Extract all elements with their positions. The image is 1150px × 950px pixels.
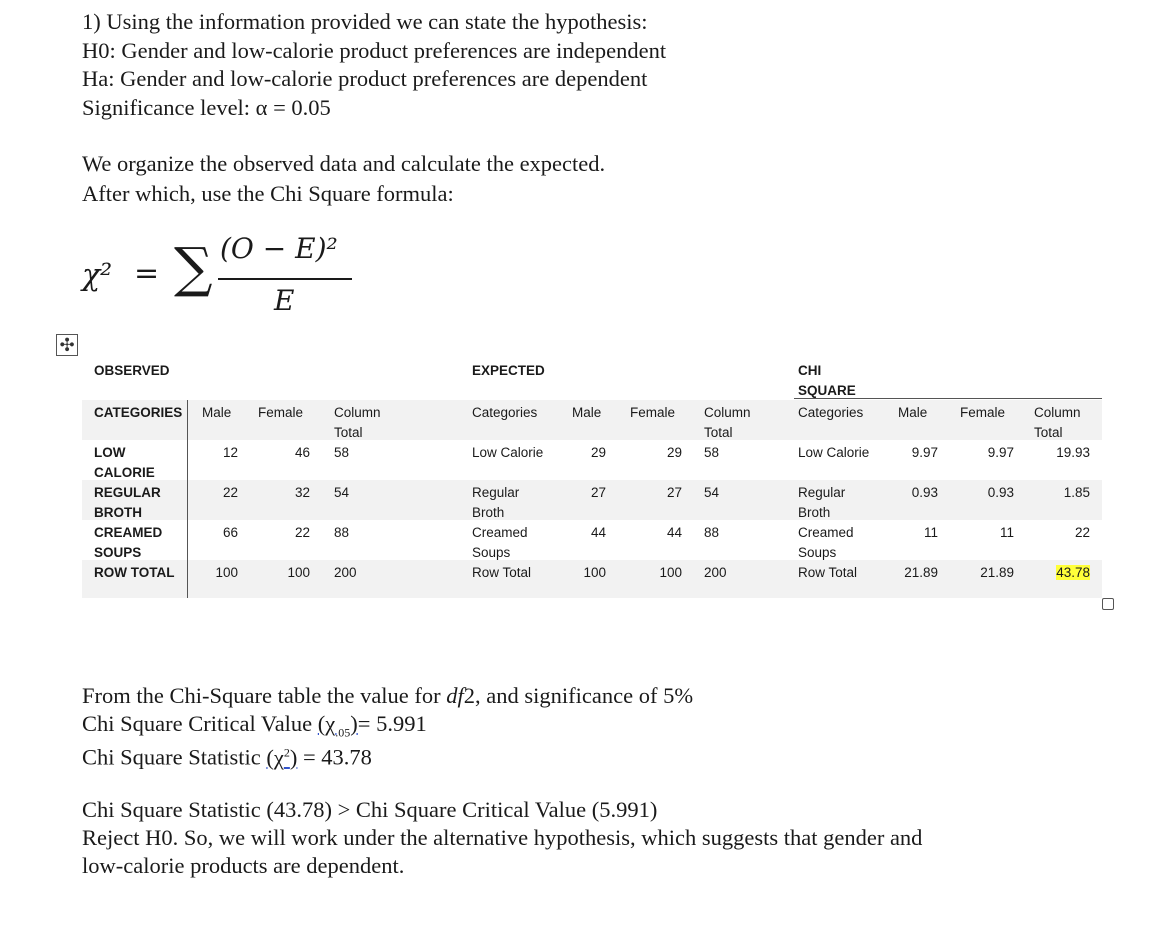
exp-female-cell: 100 [659, 565, 682, 580]
statistic-label: Chi Square Statistic [82, 744, 267, 770]
chi-total-cell: 22 [1074, 525, 1090, 540]
df-label: df [446, 683, 464, 708]
chi-statistic-highlight: 43.78 [1056, 565, 1090, 580]
exp-male-cell: 27 [590, 485, 606, 500]
obs-header-female: Female [258, 405, 304, 420]
critical-symbol-chi: (χ [317, 711, 336, 736]
statistic-symbol [266, 745, 297, 770]
chi-header-total: Total [1034, 425, 1063, 440]
chi-male-cell: 21.89 [904, 565, 938, 580]
obs-row-total-label: ROW TOTAL [94, 565, 175, 580]
chi-header-male: Male [898, 405, 928, 420]
statistic-value: = 43.78 [297, 744, 372, 770]
critical-symbol [317, 711, 358, 740]
chi-row-label: Low Calorie [798, 445, 870, 460]
obs-male-cell: 100 [215, 565, 238, 580]
obs-header-total: Total [334, 425, 363, 440]
formula-denominator: E [274, 284, 295, 317]
statistic-line [82, 738, 372, 772]
observed-title: OBSERVED [94, 363, 170, 378]
significance-level: Significance level: α = 0.05 [82, 95, 331, 120]
sigma-symbol: ∑ [174, 236, 213, 299]
statistic-symbol-chi: (χ [266, 744, 284, 770]
statistic-superscript: 2 [283, 745, 290, 759]
exp-header-male: Male [572, 405, 602, 420]
statistic-symbol-close: ) [289, 744, 298, 770]
exp-female-cell: 29 [666, 445, 682, 460]
conclusion-text-2: low-calorie products are dependent. [82, 853, 405, 878]
chi-row-total-label: Row Total [798, 565, 858, 580]
chi-row-label: Creamed [798, 525, 854, 540]
obs-row-label: LOW [94, 445, 126, 460]
chi-grand-total-cell [1030, 563, 1090, 583]
obs-female-cell: 22 [294, 525, 310, 540]
obs-male-cell: 66 [222, 525, 238, 540]
exp-female-cell: 44 [666, 525, 682, 540]
obs-row-label-2: BROTH [94, 505, 142, 520]
critical-value: = 5.991 [357, 711, 427, 736]
chi-title-2: SQUARE [798, 383, 856, 398]
exp-row-label: Creamed [472, 525, 528, 540]
obs-row-label: REGULAR [94, 485, 161, 500]
formula-lhs: χ² [82, 258, 113, 293]
hypothesis-intro: 1) Using the information provided we can state the hypothesis: [82, 9, 648, 34]
formula-equals: = [134, 256, 160, 291]
critical-intro-a: From the Chi-Square table the value for [82, 683, 447, 708]
critical-intro [82, 682, 693, 710]
exp-header-column: Column [704, 405, 751, 420]
chi-female-cell: 11 [999, 525, 1014, 540]
obs-total-cell: 88 [334, 525, 350, 540]
chi-row-label-2: Soups [798, 545, 837, 560]
table-resize-handle-icon[interactable] [1102, 598, 1114, 610]
method-text-2: After which, use the Chi Square formula: [82, 181, 454, 206]
chi-row-label-2: Broth [798, 505, 831, 520]
chi-row-label: Regular [798, 485, 846, 500]
expected-title: EXPECTED [472, 363, 545, 378]
obs-header-column: Column [334, 405, 381, 420]
chi-header-female: Female [960, 405, 1006, 420]
exp-row-label-2: Broth [472, 505, 505, 520]
obs-row-label-2: CALORIE [94, 465, 155, 480]
exp-female-cell: 27 [666, 485, 682, 500]
critical-value-label: Chi Square Critical Value [82, 711, 318, 736]
critical-subscript: .05 [335, 725, 351, 740]
method-text-1: We organize the observed data and calculate the expected. [82, 151, 606, 176]
data-table [82, 360, 1102, 598]
chi-title-1: CHI [798, 363, 822, 378]
exp-header-female: Female [630, 405, 676, 420]
exp-total-cell: 200 [704, 565, 727, 580]
obs-header-categories: CATEGORIES [94, 405, 183, 420]
exp-male-cell: 100 [583, 565, 606, 580]
obs-total-cell: 200 [334, 565, 357, 580]
exp-row-total-label: Row Total [472, 565, 532, 580]
exp-male-cell: 44 [590, 525, 606, 540]
conclusion-text-1: Reject H0. So, we will work under the alternative hypothesis, which suggests that gender and [82, 825, 923, 850]
null-hypothesis: H0: Gender and low-calorie product preferences are independent [82, 38, 667, 63]
obs-male-cell: 22 [222, 485, 238, 500]
exp-header-categories: Categories [472, 405, 538, 420]
exp-header-total: Total [704, 425, 733, 440]
exp-row-label: Low Calorie [472, 445, 544, 460]
obs-female-cell: 100 [287, 565, 310, 580]
chi-square-formula [82, 232, 382, 322]
chi-total-cell: 1.85 [1063, 485, 1090, 500]
chi-female-cell: 21.89 [980, 565, 1014, 580]
formula-numerator: (O − E)² [220, 232, 338, 265]
chi-total-cell: 19.93 [1056, 445, 1090, 460]
critical-symbol-close: ) [350, 711, 358, 736]
obs-female-cell: 46 [294, 445, 310, 460]
exp-total-cell: 88 [704, 525, 720, 540]
alt-hypothesis: Ha: Gender and low-calorie product preferences are dependent [82, 66, 648, 91]
comparison-text: Chi Square Statistic (43.78) > Chi Square Critical Value (5.991) [82, 797, 658, 822]
chi-female-cell: 9.97 [987, 445, 1014, 460]
obs-row-label: CREAMED [94, 525, 163, 540]
chi-header-categories: Categories [798, 405, 864, 420]
chi-male-cell: 11 [923, 525, 938, 540]
obs-total-cell: 58 [334, 445, 350, 460]
obs-male-cell: 12 [222, 445, 238, 460]
exp-male-cell: 29 [590, 445, 606, 460]
exp-row-label: Regular [472, 485, 520, 500]
obs-row-label-2: SOUPS [94, 545, 142, 560]
category-divider [187, 400, 188, 598]
fraction-bar [218, 278, 352, 280]
table-move-handle-icon[interactable]: ✣ [56, 334, 78, 356]
exp-total-cell: 54 [704, 485, 720, 500]
critical-intro-c: 2, and significance of 5% [463, 683, 694, 708]
obs-total-cell: 54 [334, 485, 350, 500]
obs-header-male: Male [202, 405, 232, 420]
obs-female-cell: 32 [294, 485, 310, 500]
chi-male-cell: 0.93 [911, 485, 938, 500]
exp-total-cell: 58 [704, 445, 720, 460]
chi-header-column: Column [1034, 405, 1081, 420]
exp-row-label-2: Soups [472, 545, 511, 560]
chi-female-cell: 0.93 [987, 485, 1014, 500]
chi-male-cell: 9.97 [911, 445, 938, 460]
